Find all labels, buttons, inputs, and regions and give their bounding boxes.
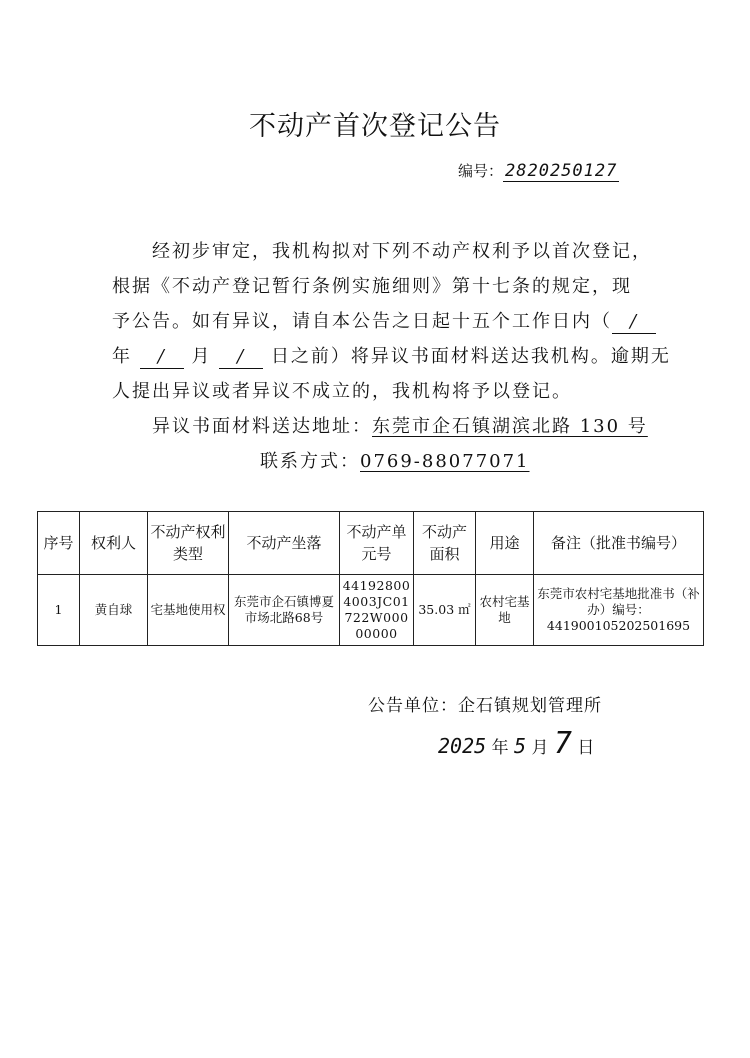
body-line-1: 经初步审定，我机构拟对下列不动产权利予以首次登记， xyxy=(152,241,652,262)
header-seq: 序号 xyxy=(38,512,80,575)
contact-label: 联系方式： xyxy=(260,451,360,472)
header-area: 不动产面积 xyxy=(414,512,476,575)
notice-date xyxy=(438,726,594,761)
cell-remark: 东莞市农村宅基地批准书（补办）编号：441900105202501695 xyxy=(534,575,704,646)
blank-year: / xyxy=(612,311,656,334)
cell-usage: 农村宅基地 xyxy=(476,575,534,646)
body-line-4 xyxy=(112,339,671,374)
cell-holder: 黄自球 xyxy=(80,575,148,646)
header-right-type: 不动产权利类型 xyxy=(148,512,229,575)
body-line-2: 根据《不动产登记暂行条例实施细则》第十七条的规定，现 xyxy=(112,276,632,297)
date-day-char: 日 xyxy=(577,738,595,758)
issuing-unit-label: 公告单位： xyxy=(368,696,458,716)
blank-month: / xyxy=(140,346,184,369)
address-value: 东莞市企石镇湖滨北路 130 号 xyxy=(372,416,648,437)
body-line-3 xyxy=(112,304,652,339)
address-label: 异议书面材料送达地址： xyxy=(152,416,372,437)
cell-location: 东莞市企石镇博夏市场北路68号 xyxy=(229,575,340,646)
notice-body xyxy=(112,234,671,479)
cell-area: 35.03 ㎡ xyxy=(414,575,476,646)
cell-right-type: 宅基地使用权 xyxy=(148,575,229,646)
address-line xyxy=(112,409,652,444)
notice-title: 不动产首次登记公告 xyxy=(249,111,501,142)
contact-value: 0769-88077071 xyxy=(360,451,530,472)
issuing-unit xyxy=(368,691,602,716)
document-number-value: 2820250127 xyxy=(505,161,618,181)
body-line-3-text: 予公告。如有异议，请自本公告之日起十五个工作日内（ xyxy=(112,311,612,332)
date-month: 5 xyxy=(513,734,527,758)
cell-seq: 1 xyxy=(38,575,80,646)
date-month-char: 月 xyxy=(531,738,549,758)
table-header-row xyxy=(38,512,704,575)
header-unit-no: 不动产单元号 xyxy=(340,512,414,575)
body-line-5: 人提出异议或者异议不成立的，我机构将予以登记。 xyxy=(112,381,572,402)
blank-day: / xyxy=(219,346,263,369)
property-table xyxy=(37,511,704,646)
year-char: 年 xyxy=(112,346,132,367)
issuing-unit-value: 企石镇规划管理所 xyxy=(458,696,602,716)
date-year: 2025 xyxy=(438,734,487,758)
body-line-4-text: 日之前）将异议书面材料送达我机构。逾期无 xyxy=(270,346,671,367)
date-day: 7 xyxy=(553,726,572,761)
header-holder: 权利人 xyxy=(80,512,148,575)
document-number-label: 编号： xyxy=(458,162,504,180)
contact-line xyxy=(112,444,652,479)
month-char: 月 xyxy=(191,346,212,367)
header-usage: 用途 xyxy=(476,512,534,575)
header-remark: 备注（批准书编号） xyxy=(534,512,704,575)
header-location: 不动产坐落 xyxy=(229,512,340,575)
table-row xyxy=(38,575,704,646)
date-year-char: 年 xyxy=(491,738,509,758)
cell-unit-no: 441928004003JC01722W00000000 xyxy=(340,575,414,646)
document-number xyxy=(458,160,619,181)
